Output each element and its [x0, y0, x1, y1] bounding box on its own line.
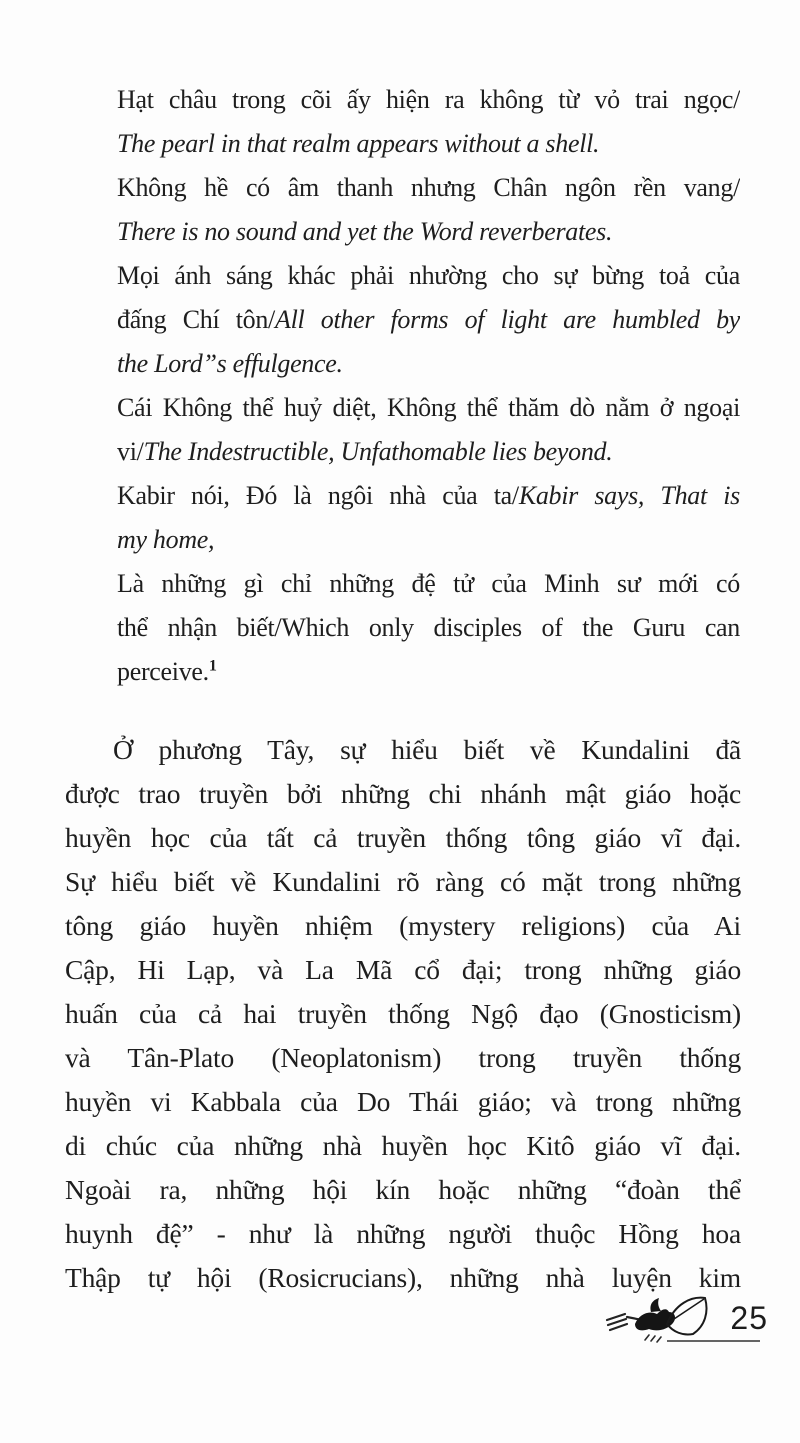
vietnamese-text: huấn của cả hai truyền thống Ngộ đạo (Gnosticism): [65, 998, 741, 1029]
vietnamese-text: Không hề có âm thanh nhưng Chân ngôn rền vang/: [117, 173, 740, 202]
text-line: [65, 728, 741, 772]
english-italic-text: my home,: [117, 525, 215, 554]
verse-quote-block: [117, 78, 740, 694]
vietnamese-text: perceive.: [117, 657, 209, 686]
text-line: [65, 992, 741, 1036]
vietnamese-text: Thập tự hội (Rosicrucians), những nhà luyện kim: [65, 1262, 741, 1293]
text-line: [117, 386, 740, 430]
text-line: [65, 816, 741, 860]
text-line: [117, 606, 740, 650]
text-line: [117, 342, 740, 386]
text-line: [117, 650, 740, 694]
english-italic-text: There is no sound and yet the Word reverberates.: [117, 217, 613, 246]
text-line: [65, 948, 741, 992]
english-italic-text: the Lord”s effulgence.: [117, 349, 343, 378]
flying-ink-quill-ornament-icon: [605, 1290, 720, 1346]
vietnamese-text: Ở phương Tây, sự hiểu biết về Kundalini đã: [113, 734, 741, 765]
vietnamese-text: thể nhận biết/Which only disciples of the Guru can: [117, 613, 740, 642]
text-line: [65, 1036, 741, 1080]
text-line: [117, 78, 740, 122]
text-line: [117, 562, 740, 606]
vietnamese-text: huyền vi Kabbala của Do Thái giáo; và trong những: [65, 1086, 741, 1117]
vietnamese-text: Hạt châu trong cõi ấy hiện ra không từ vỏ trai ngọc/: [117, 85, 740, 114]
page-number: 25: [730, 1300, 768, 1336]
vietnamese-text: tông giáo huyền nhiệm (mystery religions) của Ai: [65, 910, 741, 941]
vietnamese-text: Là những gì chỉ những đệ tử của Minh sư mới có: [117, 569, 740, 598]
body-paragraph: [65, 728, 741, 1300]
vietnamese-text: Ngoài ra, những hội kín hoặc những “đoàn thể: [65, 1174, 741, 1205]
text-line: [117, 210, 740, 254]
text-line: [117, 518, 740, 562]
text-line: [117, 430, 740, 474]
vietnamese-text: di chúc của những nhà huyền học Kitô giáo vĩ đại.: [65, 1130, 741, 1161]
text-line: [65, 1168, 741, 1212]
text-line: [65, 772, 741, 816]
vietnamese-text: vi/: [117, 437, 144, 466]
vietnamese-text: Cái Không thể huỷ diệt, Không thể thăm dò nằm ở ngoại: [117, 393, 740, 422]
text-line: [117, 474, 740, 518]
english-italic-text: Kabir says, That is: [518, 481, 740, 510]
text-line: [65, 1080, 741, 1124]
text-line: [117, 166, 740, 210]
text-line: [117, 254, 740, 298]
text-line: [117, 122, 740, 166]
vietnamese-text: được trao truyền bởi những chi nhánh mật giáo hoặc: [65, 778, 741, 809]
vietnamese-text: Sự hiểu biết về Kundalini rõ ràng có mặt trong những: [65, 866, 741, 897]
english-italic-text: The pearl in that realm appears without a shell.: [117, 129, 600, 158]
footer-rule: [667, 1340, 760, 1342]
text-line: [65, 1212, 741, 1256]
vietnamese-text: Cập, Hi Lạp, và La Mã cổ đại; trong những giáo: [65, 954, 741, 985]
text-line: [117, 298, 740, 342]
english-italic-text: The Indestructible, Unfathomable lies beyond.: [143, 437, 613, 466]
english-italic-text: All other forms of light are humbled by: [274, 305, 740, 334]
vietnamese-text: huynh đệ” - như là những người thuộc Hồng hoa: [65, 1218, 741, 1249]
text-line: [65, 1124, 741, 1168]
vietnamese-text: huyền học của tất cả truyền thống tông giáo vĩ đại.: [65, 822, 741, 853]
vietnamese-text: và Tân-Plato (Neoplatonism) trong truyền thống: [65, 1042, 741, 1073]
page-footer: [585, 1288, 770, 1350]
text-line: [65, 904, 741, 948]
vietnamese-text: đấng Chí tôn/: [117, 305, 275, 334]
vietnamese-text: Kabir nói, Đó là ngôi nhà của ta/: [117, 481, 519, 510]
text-line: [65, 860, 741, 904]
vietnamese-text: Mọi ánh sáng khác phải nhường cho sự bừng toả của: [117, 261, 740, 290]
footnote-marker: 1: [208, 657, 217, 675]
